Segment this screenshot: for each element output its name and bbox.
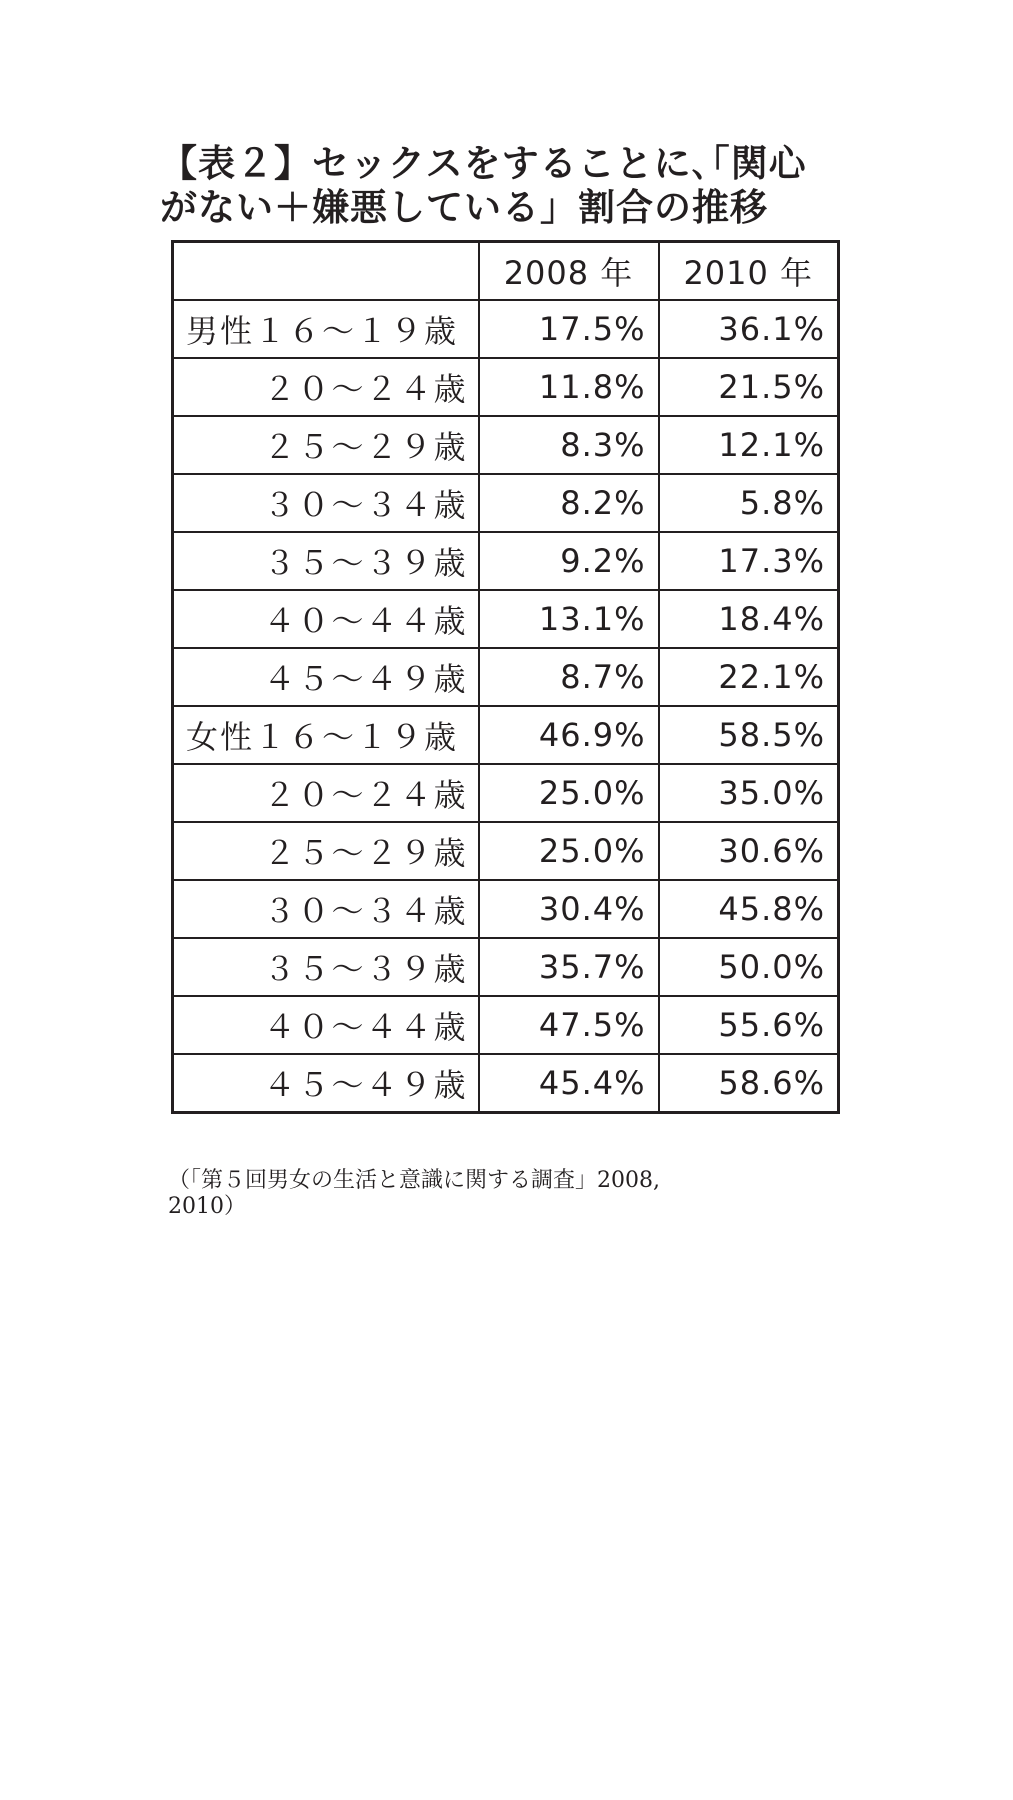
value-2008: 45.4% (479, 1054, 659, 1113)
row-label: 男性１６～１９歳 (173, 300, 479, 358)
row-label: ３０～３４歳 (173, 880, 479, 938)
table-row (173, 1054, 839, 1113)
table-row (173, 416, 839, 474)
table-row (173, 590, 839, 648)
value-2008: 17.5% (479, 300, 659, 358)
table-row (173, 996, 839, 1054)
row-label: ４５～４９歳 (173, 648, 479, 706)
source-line-1: （「第５回男女の生活と意識に関する調査」2008, (168, 1168, 660, 1193)
value-2008: 11.8% (479, 358, 659, 416)
data-table (171, 240, 840, 1114)
value-2010: 58.5% (659, 706, 839, 764)
table-header-row (173, 242, 839, 301)
value-2010: 55.6% (659, 996, 839, 1054)
table-row (173, 764, 839, 822)
row-label: ２０～２４歳 (173, 764, 479, 822)
value-2008: 13.1% (479, 590, 659, 648)
value-2008: 46.9% (479, 706, 659, 764)
value-2008: 25.0% (479, 764, 659, 822)
table-row (173, 358, 839, 416)
value-2008: 8.7% (479, 648, 659, 706)
row-label: ２５～２９歳 (173, 822, 479, 880)
value-2008: 25.0% (479, 822, 659, 880)
row-label: ３５～３９歳 (173, 532, 479, 590)
value-2010: 22.1% (659, 648, 839, 706)
source-note (168, 1168, 868, 1220)
value-2010: 21.5% (659, 358, 839, 416)
row-label: ２５～２９歳 (173, 416, 479, 474)
value-2010: 58.6% (659, 1054, 839, 1113)
value-2010: 18.4% (659, 590, 839, 648)
value-2010: 17.3% (659, 532, 839, 590)
value-2010: 36.1% (659, 300, 839, 358)
table-row (173, 938, 839, 996)
row-label: ２０～２４歳 (173, 358, 479, 416)
value-2008: 47.5% (479, 996, 659, 1054)
value-2010: 50.0% (659, 938, 839, 996)
header-2010: 2010 年 (659, 242, 839, 301)
row-label: ３０～３４歳 (173, 474, 479, 532)
value-2008: 8.3% (479, 416, 659, 474)
header-2008: 2008 年 (479, 242, 659, 301)
value-2010: 5.8% (659, 474, 839, 532)
table-row (173, 474, 839, 532)
value-2008: 8.2% (479, 474, 659, 532)
value-2008: 30.4% (479, 880, 659, 938)
title-line-2: がない＋嫌悪している」割合の推移 (160, 186, 768, 229)
table-row (173, 300, 839, 358)
row-label: ４０～４４歳 (173, 590, 479, 648)
value-2010: 12.1% (659, 416, 839, 474)
value-2010: 30.6% (659, 822, 839, 880)
row-label: 女性１６～１９歳 (173, 706, 479, 764)
table-body (173, 300, 839, 1113)
table-row (173, 880, 839, 938)
table-row (173, 648, 839, 706)
header-corner-cell (173, 242, 479, 301)
table-row (173, 706, 839, 764)
value-2010: 35.0% (659, 764, 839, 822)
value-2010: 45.8% (659, 880, 839, 938)
table-row (173, 822, 839, 880)
row-label: ４０～４４歳 (173, 996, 479, 1054)
value-2008: 9.2% (479, 532, 659, 590)
row-label: ４５～４９歳 (173, 1054, 479, 1113)
value-2008: 35.7% (479, 938, 659, 996)
row-label: ３５～３９歳 (173, 938, 479, 996)
title-line-1: 【表２】セックスをすることに､｢関心 (160, 142, 807, 185)
document-title (160, 142, 880, 230)
source-line-2: 2010） (168, 1194, 246, 1219)
table-row (173, 532, 839, 590)
